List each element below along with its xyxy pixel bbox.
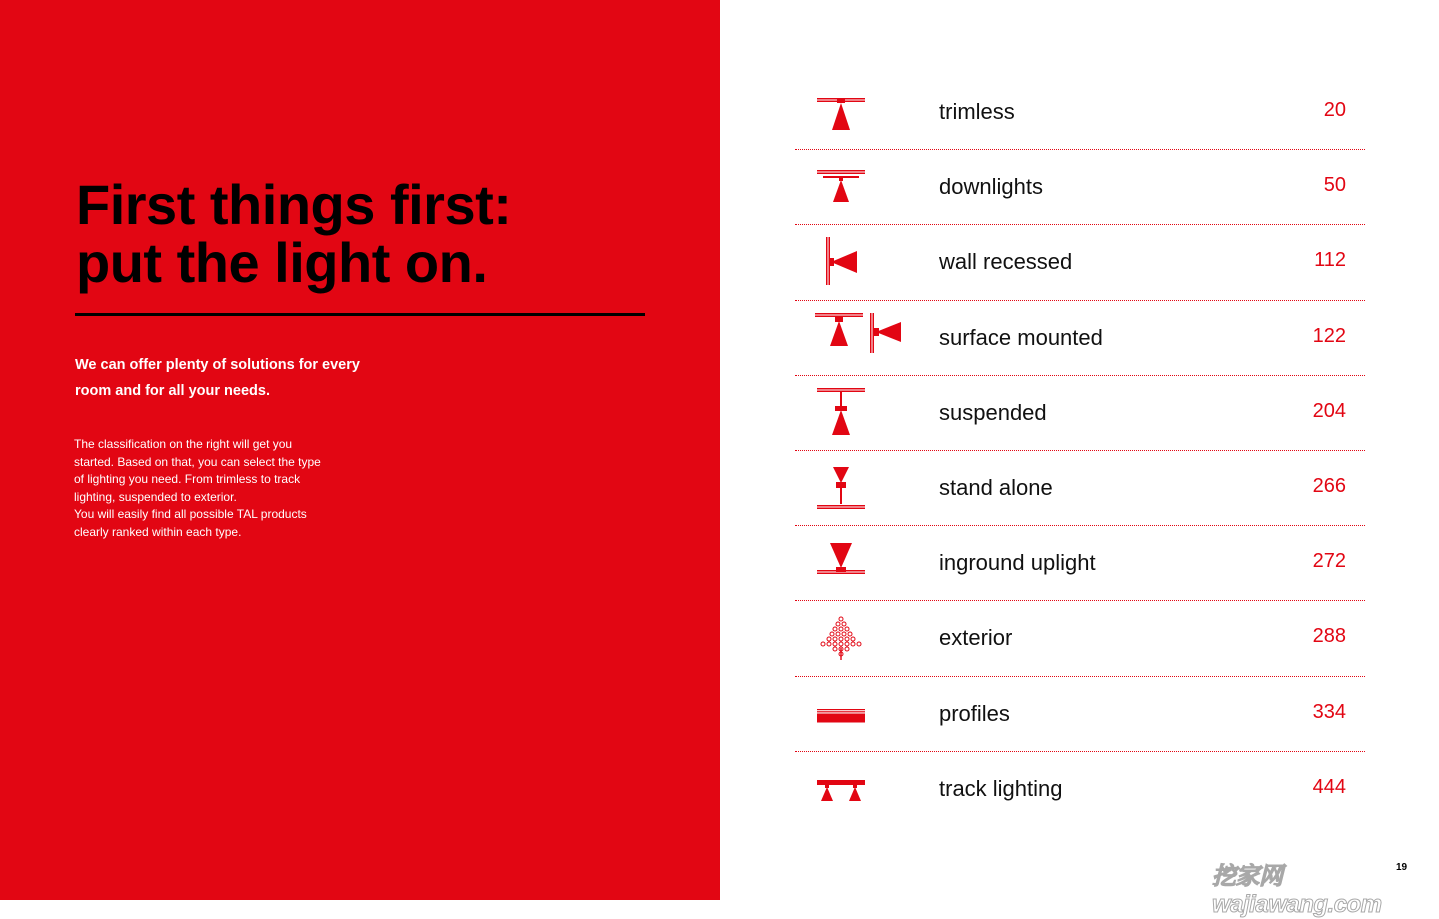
category-page-number: 266 [1312,474,1346,497]
category-label: inground uplight [939,550,1096,576]
category-row-surface-mounted[interactable] [795,301,1365,376]
track-lighting-icon [815,764,905,814]
category-page-number: 272 [1312,550,1346,573]
category-row-profiles[interactable] [795,677,1365,752]
category-page-number: 112 [1314,249,1346,272]
title-divider [75,313,645,316]
category-row-inground-uplight[interactable] [795,526,1365,601]
lead-paragraph: We can offer plenty of solutions for every room and for all your needs. [75,357,360,399]
category-label: downlights [939,174,1043,200]
body-line: You will easily find all possible TAL products [74,507,307,521]
body-line: of lighting you need. From trimless to track [74,472,301,486]
category-row-exterior[interactable] [795,601,1365,676]
category-row-trimless[interactable] [795,75,1365,150]
suspended-icon [815,388,905,438]
category-label: surface mounted [939,324,1103,350]
category-row-stand-alone[interactable] [795,451,1365,526]
watermark: 挖家网 wajiawang.com [1212,863,1382,918]
category-page-number: 204 [1312,399,1346,422]
body-line: lighting, suspended to exterior. [74,489,237,504]
exterior-icon [815,613,905,663]
category-row-track-lighting[interactable] [795,752,1365,827]
stand-alone-icon [815,463,905,513]
category-label: stand alone [939,474,1053,500]
category-page-number: 444 [1312,775,1346,798]
body-line: The classification on the right will get you [74,437,293,451]
body-line: clearly ranked within each type. [74,524,242,539]
category-label: profiles [939,700,1010,726]
intro-panel [0,0,720,900]
profile-icon [815,689,905,739]
page-title [76,173,512,294]
category-row-downlights[interactable] [795,150,1365,225]
category-page-number: 288 [1312,625,1346,648]
category-label: suspended [939,399,1047,425]
trimless-icon [815,87,905,137]
category-label: trimless [939,99,1015,124]
category-label: exterior [939,625,1013,651]
surface-mounted-icon [815,313,905,363]
page-title-line-2: put the light on. [76,231,488,294]
category-row-suspended[interactable] [795,376,1365,451]
body-paragraph [74,436,364,541]
category-row-wall-recessed[interactable] [795,225,1365,300]
category-page-number: 20 [1323,99,1346,121]
category-page-number: 122 [1312,324,1346,347]
wall-recessed-icon [815,237,905,287]
category-page-number: 50 [1323,174,1346,197]
category-index [795,75,1365,827]
page-number: 19 [1396,862,1408,873]
category-label: track lighting [939,775,1063,801]
inground-uplight-icon [815,538,905,588]
body-line: started. Based on that, you can select the type [74,454,321,469]
downlight-icon [815,162,905,212]
category-label: wall recessed [939,249,1073,275]
page-title-line-1: First things first: [76,173,512,236]
category-page-number: 334 [1312,700,1346,723]
